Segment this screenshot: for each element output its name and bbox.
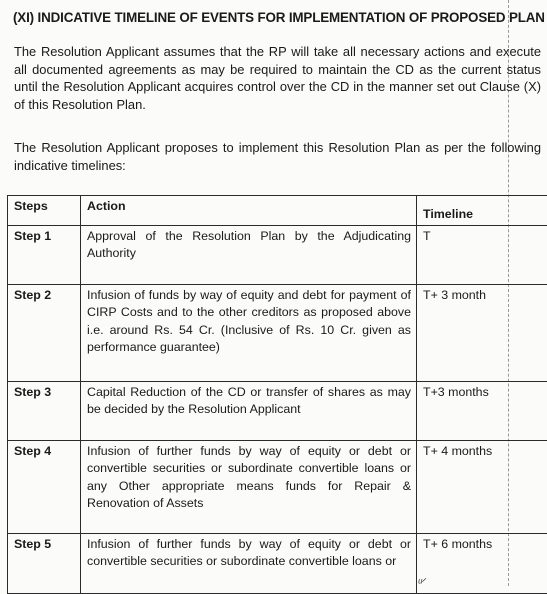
table-row xyxy=(8,226,547,285)
timeline-cell: T+ 3 month xyxy=(417,285,547,382)
section-heading: (XI) INDICATIVE TIMELINE OF EVENTS FOR IMPLEMENTATION OF PROPOSED PLAN xyxy=(13,10,545,25)
timeline-cell: T+ 4 months xyxy=(417,441,547,534)
timeline-table xyxy=(7,195,547,594)
paragraph-assumptions: The Resolution Applicant assumes that the RP will take all necessary actions and execute all documented agreements as may be required to maintain the CD as the current status until the Resolution Applicant acquires control over the CD in the manner set out Clause (X) of this Resolution Plan. xyxy=(14,43,541,113)
action-cell: Capital Reduction of the CD or transfer of shares as may be decided by the Resolution Applicant xyxy=(81,382,417,441)
table-row xyxy=(8,441,547,534)
paragraph-timeline-intro: The Resolution Applicant proposes to implement this Resolution Plan as per the following indicative timelines: xyxy=(14,139,541,174)
timeline-cell: T xyxy=(417,226,547,285)
action-cell: Approval of the Resolution Plan by the Adjudicating Authority xyxy=(81,226,417,285)
action-cell: Infusion of funds by way of equity and debt for payment of CIRP Costs and to the other creditors as proposed above i.e. around Rs. 54 Cr. (Inclusive of Rs. 10 Cr. given as performance guarantee) xyxy=(81,285,417,382)
timeline-cell: T+ 6 months xyxy=(417,534,547,594)
step-cell: Step 4 xyxy=(8,441,81,534)
table-row xyxy=(8,285,547,382)
table-header-row xyxy=(8,196,547,226)
step-cell: Step 3 xyxy=(8,382,81,441)
action-cell: Infusion of further funds by way of equity or debt or convertible securities or subordinate convertible loans or xyxy=(81,534,417,594)
step-cell: Step 1 xyxy=(8,226,81,285)
table-row xyxy=(8,534,547,594)
step-cell: Step 2 xyxy=(8,285,81,382)
timeline-cell: T+3 months xyxy=(417,382,547,441)
header-action: Action xyxy=(81,196,417,226)
header-steps: Steps xyxy=(8,196,81,226)
handwritten-mark: ᵘᐟ xyxy=(418,576,427,589)
header-timeline: Timeline xyxy=(417,196,547,226)
action-cell: Infusion of further funds by way of equity or debt or convertible securities or subordinate convertible loans or any Other appropriate means funds for Repair & Renovation of Assets xyxy=(81,441,417,534)
table-row xyxy=(8,382,547,441)
step-cell: Step 5 xyxy=(8,534,81,594)
